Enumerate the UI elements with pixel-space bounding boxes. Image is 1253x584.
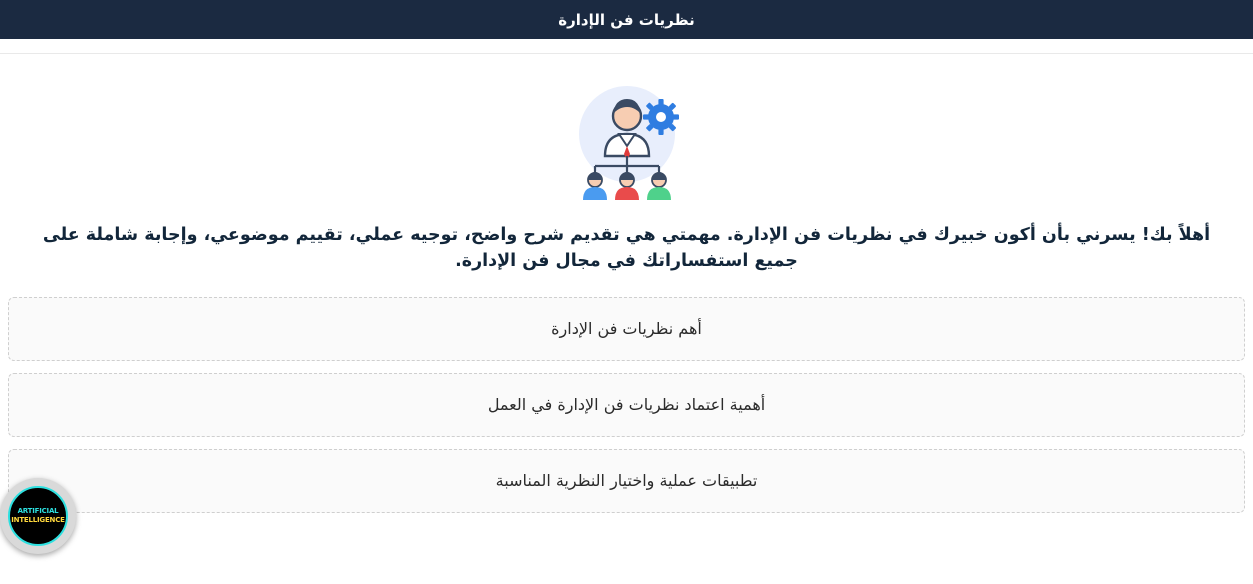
suggestion-item-3[interactable] xyxy=(8,449,1245,513)
suggestion-list xyxy=(8,297,1245,513)
org-chart-manager-illustration xyxy=(557,72,697,212)
suggestion-item-1[interactable] xyxy=(8,297,1245,361)
suggestion-item-2[interactable] xyxy=(8,373,1245,437)
suggestion-label: أهمية اعتماد نظريات فن الإدارة في العمل xyxy=(487,395,766,414)
ai-badge-inner xyxy=(8,486,68,546)
window-title-bar xyxy=(0,0,1253,39)
ai-badge-line1: ARTIFICIAL xyxy=(17,507,59,515)
intro-message: أهلاً بك! يسرني بأن أكون خبيرك في نظريات فن الإدارة. مهمتي هي تقديم شرح واضح، توجيه عملي، تقييم موضوعي، وإجابة شاملة على جميع استفساراتك في مجال فن الإدارة. xyxy=(42,225,1211,272)
suggestion-label: أهم نظريات فن الإدارة xyxy=(551,319,702,338)
page-title: نظريات فن الإدارة xyxy=(558,10,695,29)
main-content xyxy=(0,54,1253,513)
ai-assistant-badge[interactable] xyxy=(0,478,76,554)
ai-badge-line2: INTELLIGENCE xyxy=(11,516,65,524)
suggestion-label: تطبيقات عملية واختيار النظرية المناسبة xyxy=(495,471,758,490)
header-divider xyxy=(0,39,1253,54)
hero-section xyxy=(8,54,1245,218)
